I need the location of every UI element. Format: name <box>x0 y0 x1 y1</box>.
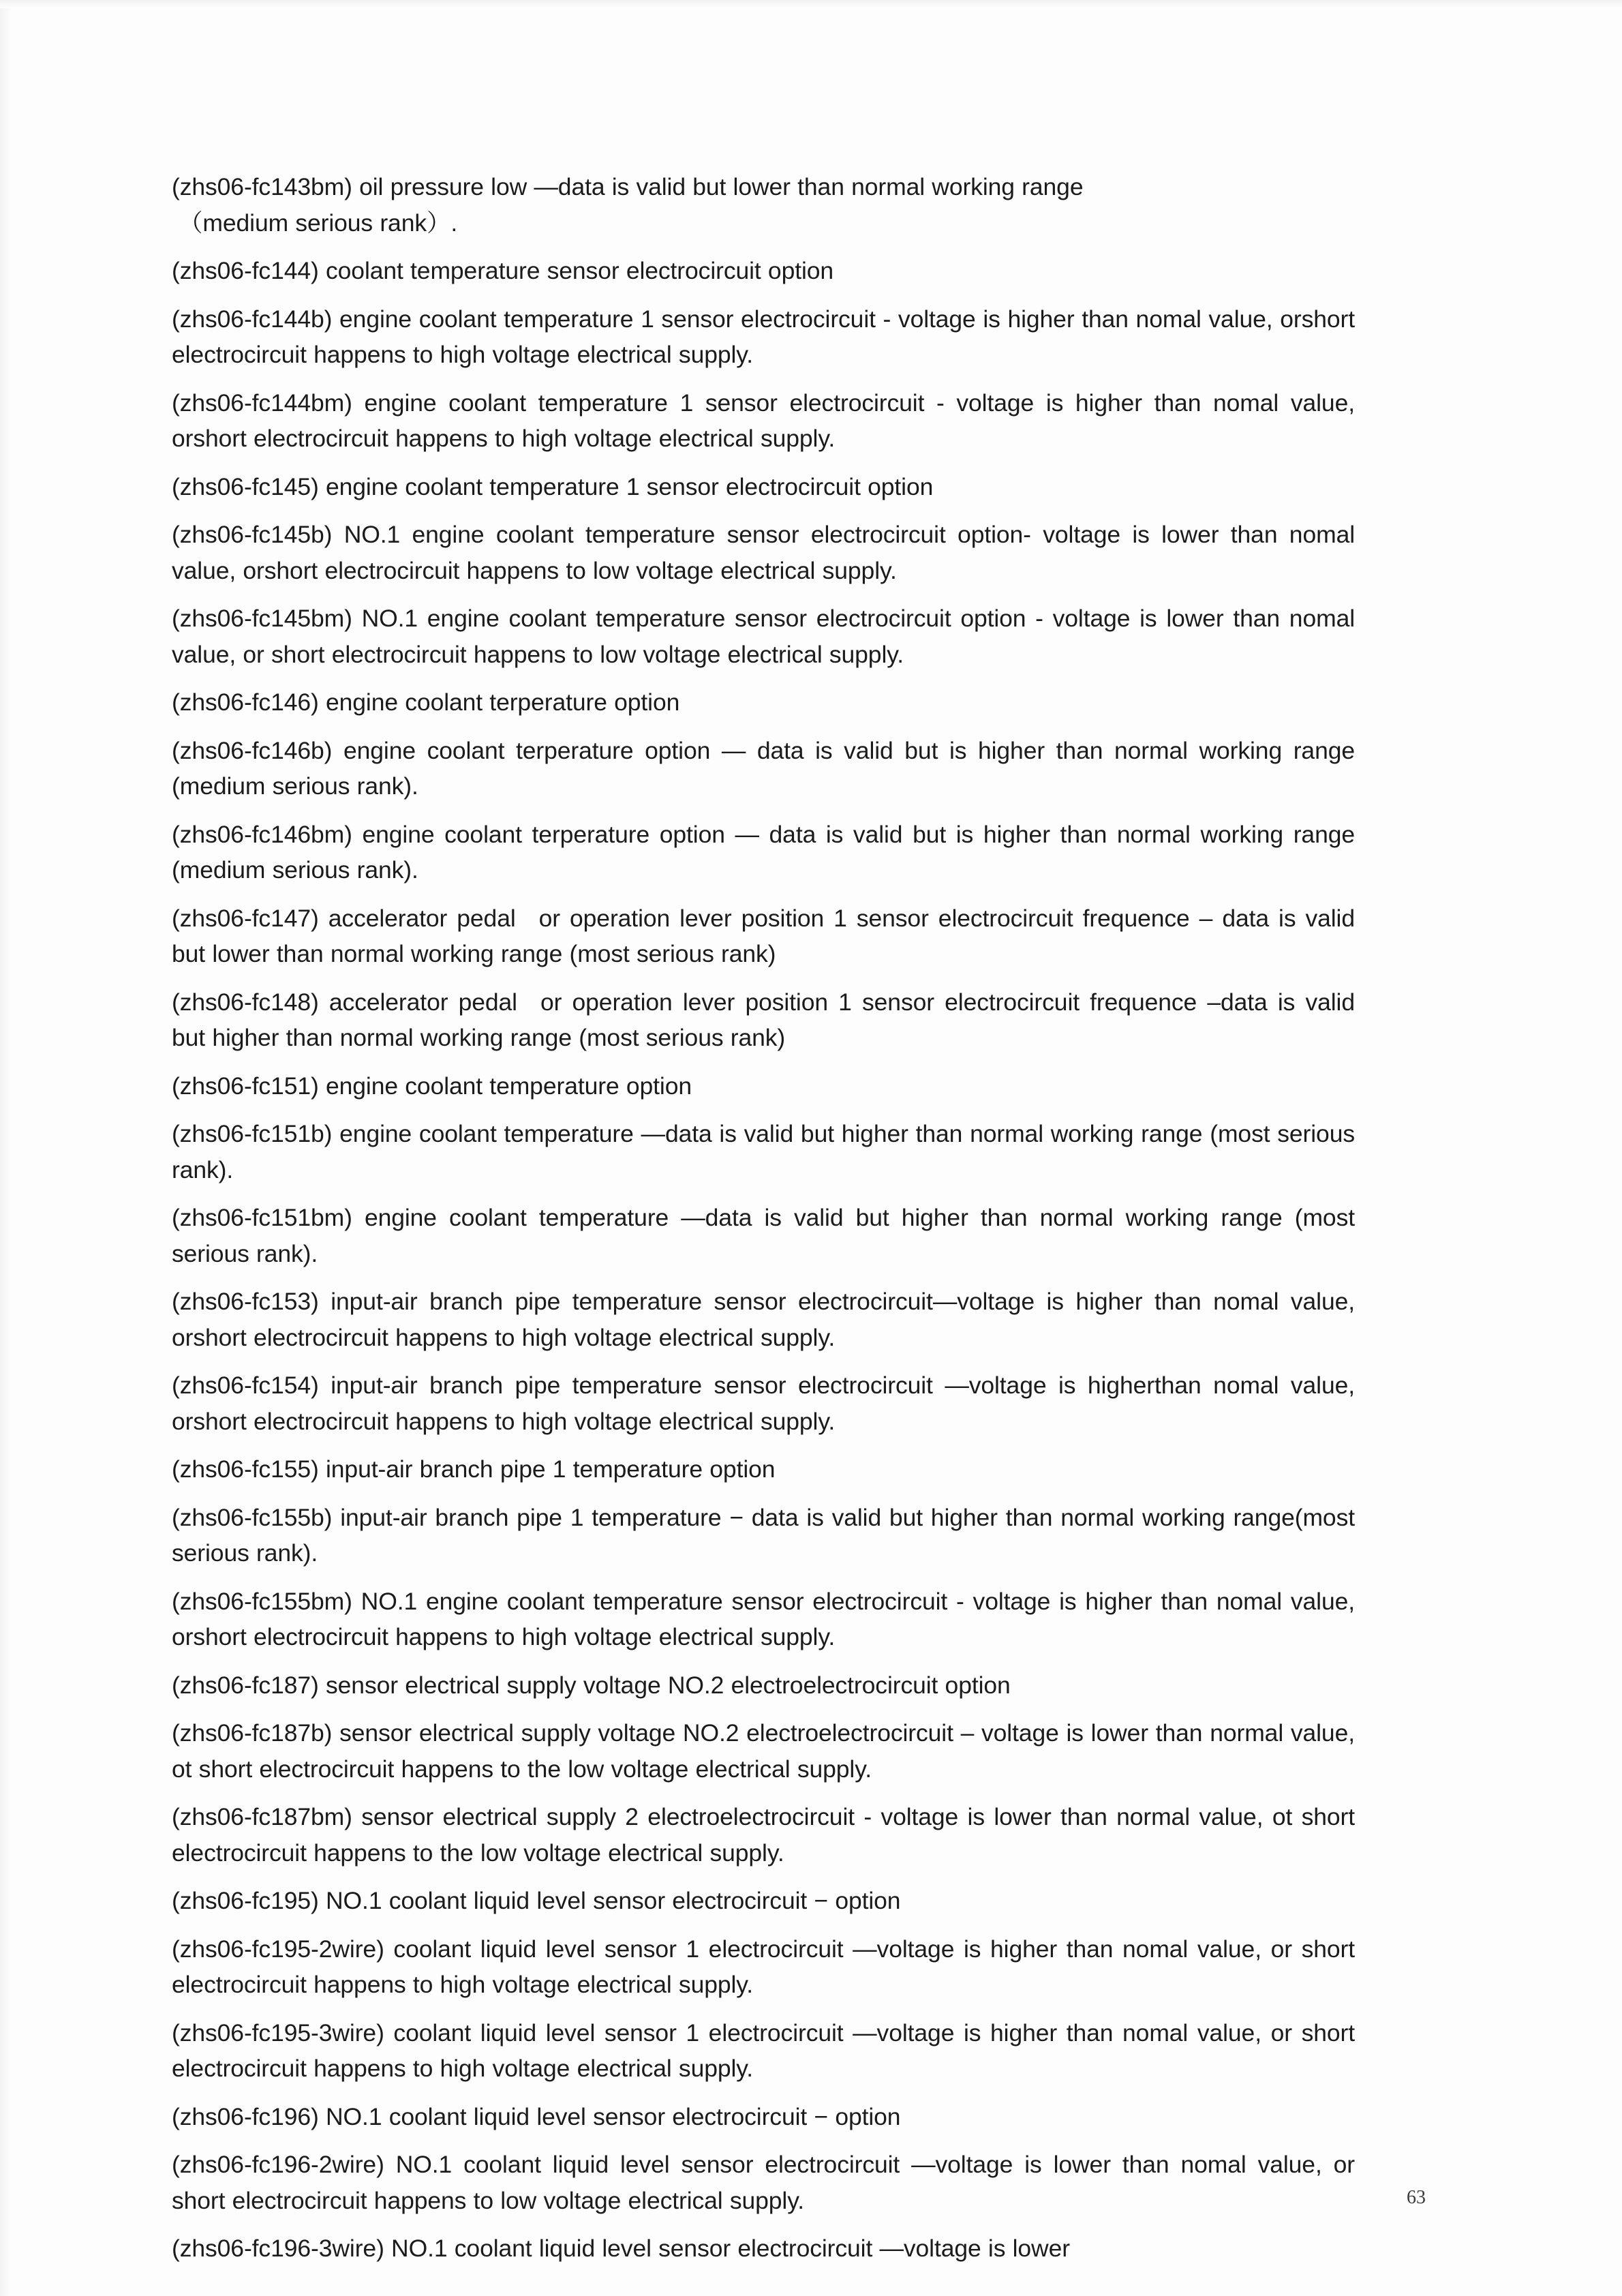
paragraph-fc146bm: (zhs06-fc146bm) engine coolant terperature option — data is valid but is higher than normal working range (medium serious rank). <box>172 820 1355 883</box>
paragraph-fc145: (zhs06-fc145) engine coolant temperature 1 sensor electrocircuit option <box>172 472 934 500</box>
paragraph-lead-line: (zhs06-fc143bm) oil pressure low —data is valid but lower than normal working range <box>172 173 1084 200</box>
body-text-column <box>172 169 1355 2267</box>
paragraph-fc187: (zhs06-fc187) sensor electrical supply voltage NO.2 electroelectrocircuit option <box>172 1671 1011 1699</box>
paragraph-fc147-segment-after-gap: or operation lever position 1 sensor electrocircuit frequence – data is valid but lower than normal working range (most serious rank) <box>172 904 1355 967</box>
paragraph-fc147-segment-before-gap: (zhs06-fc147) accelerator pedal <box>172 904 516 932</box>
paragraph-fc147 <box>172 901 1355 972</box>
paragraph-fc196-2wire: (zhs06-fc196-2wire) NO.1 coolant liquid level sensor electrocircuit —voltage is lower than nomal value, or short electrocircuit happens to low voltage electrical supply. <box>172 2151 1355 2214</box>
paragraph-fc155bm: (zhs06-fc155bm) NO.1 engine coolant temperature sensor electrocircuit - voltage is higher than nomal value, orshort electrocircuit happens to high voltage electrical supply. <box>172 1587 1355 1650</box>
scan-edge-top <box>0 0 1622 8</box>
paragraph-fc143bm <box>172 169 1355 241</box>
scan-edge-left <box>0 0 11 2296</box>
paragraph-fc196: (zhs06-fc196) NO.1 coolant liquid level sensor electrocircuit − option <box>172 2102 901 2130</box>
paragraph-fc195: (zhs06-fc195) NO.1 coolant liquid level sensor electrocircuit − option <box>172 1887 901 1914</box>
paragraph-fc155b: (zhs06-fc155b) input-air branch pipe 1 temperature − data is valid but higher than normal working range(most serious rank). <box>172 1503 1355 1567</box>
paragraph-fc151bm: (zhs06-fc151bm) engine coolant temperature —data is valid but higher than normal working range (most serious rank). <box>172 1204 1355 1267</box>
paragraph-fc148-segment-after-gap: or operation lever position 1 sensor electrocircuit frequence –data is valid but higher than normal working range (most serious rank) <box>172 988 1355 1051</box>
paragraph-fc146: (zhs06-fc146) engine coolant terperature option <box>172 689 680 716</box>
paragraph-fc196-3wire: (zhs06-fc196-3wire) NO.1 coolant liquid level sensor electrocircuit —voltage is lower <box>172 2235 1070 2262</box>
paragraph-fc155: (zhs06-fc155) input-air branch pipe 1 temperature option <box>172 1455 776 1483</box>
paragraph-fc187b: (zhs06-fc187b) sensor electrical supply voltage NO.2 electroelectrocircuit – voltage is lower than normal value, ot short electrocircuit happens to the low voltage electrical supply. <box>172 1719 1355 1783</box>
paragraph-fc145bm: (zhs06-fc145bm) NO.1 engine coolant temperature sensor electrocircuit option - voltage is lower than nomal value, or short electrocircuit happens to low voltage electrical supply. <box>172 605 1355 668</box>
paragraph-fc195-2wire: (zhs06-fc195-2wire) coolant liquid level sensor 1 electrocircuit —voltage is higher than nomal value, or short electrocircuit happens to high voltage electrical supply. <box>172 1935 1355 1998</box>
paragraph-fc151b: (zhs06-fc151b) engine coolant temperature —data is valid but higher than normal working range (most serious rank). <box>172 1120 1355 1183</box>
paragraph-fc144b: (zhs06-fc144b) engine coolant temperature 1 sensor electrocircuit - voltage is higher than nomal value, orshort electrocircuit happens to high voltage electrical supply. <box>172 305 1355 368</box>
paragraph-fc144bm: (zhs06-fc144bm) engine coolant temperature 1 sensor electrocircuit - voltage is higher than nomal value, orshort electrocircuit happens to high voltage electrical supply. <box>172 389 1355 452</box>
paragraph-fc145b: (zhs06-fc145b) NO.1 engine coolant temperature sensor electrocircuit option- voltage is lower than nomal value, orshort electrocircuit happens to low voltage electrical supply. <box>172 521 1355 584</box>
paragraph-continuation-line: （medium serious rank）. <box>179 209 458 237</box>
paragraph-fc148-segment-before-gap: (zhs06-fc148) accelerator pedal <box>172 988 517 1016</box>
paragraph-fc144: (zhs06-fc144) coolant temperature sensor electrocircuit option <box>172 257 834 284</box>
paragraph-fc146b: (zhs06-fc146b) engine coolant terperature option — data is valid but is higher than normal working range (medium serious rank). <box>172 736 1355 800</box>
paragraph-fc187bm: (zhs06-fc187bm) sensor electrical supply 2 electroelectrocircuit - voltage is lower than normal value, ot short electrocircuit happens to the low voltage electrical supply. <box>172 1803 1355 1867</box>
paragraph-fc153: (zhs06-fc153) input-air branch pipe temperature sensor electrocircuit—voltage is higher than nomal value, orshort electrocircuit happens to high voltage electrical supply. <box>172 1288 1355 1351</box>
paragraph-fc148 <box>172 984 1355 1056</box>
page-number: 63 <box>1407 2187 1426 2208</box>
paragraph-fc151: (zhs06-fc151) engine coolant temperature option <box>172 1072 692 1100</box>
paragraph-fc195-3wire: (zhs06-fc195-3wire) coolant liquid level sensor 1 electrocircuit —voltage is higher than nomal value, or short electrocircuit happens to high voltage electrical supply. <box>172 2019 1355 2082</box>
paragraph-fc154: (zhs06-fc154) input-air branch pipe temperature sensor electrocircuit —voltage is higherthan nomal value, orshort electrocircuit happens to high voltage electrical supply. <box>172 1372 1355 1435</box>
